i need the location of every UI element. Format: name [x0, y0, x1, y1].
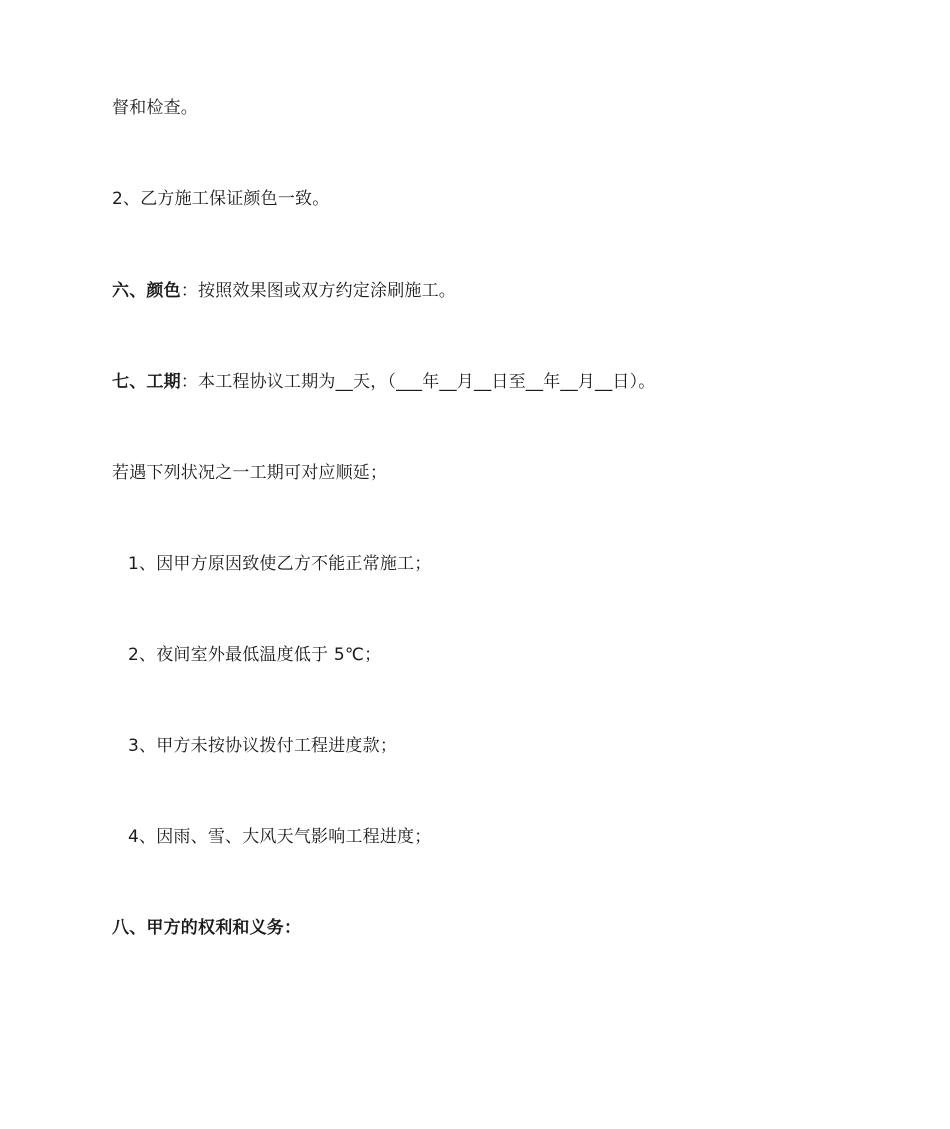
- section-7-schedule: [112, 370, 656, 394]
- extension-item-2: [128, 643, 381, 667]
- paragraph-text: 督和检查。: [112, 98, 198, 118]
- extension-intro: [112, 461, 387, 485]
- paragraph-text: 若遇下列状况之一工期可对应顺延；: [112, 463, 388, 483]
- section-8-heading: [112, 916, 301, 940]
- paragraph-text: ：本工程协议工期为__天，（___年__月__日至__年__月__日）。: [180, 372, 656, 392]
- section-heading: 六、颜色: [112, 281, 181, 301]
- paragraph-continuation: [112, 96, 198, 120]
- paragraph-text: ：按照效果图或双方约定涂刷施工。: [180, 281, 457, 301]
- paragraph-text: 2、乙方施工保证颜色一致。: [112, 189, 330, 209]
- extension-item-1: [128, 552, 431, 576]
- list-item-text: 4、因雨、雪、大风天气影响工程进度；: [128, 827, 432, 847]
- extension-item-4: [128, 825, 431, 849]
- list-item-text: 3、甲方未按协议拨付工程进度款；: [128, 736, 398, 756]
- list-item-text: 2、夜间室外最低温度低于 5℃；: [128, 645, 382, 665]
- section-heading: 八、甲方的权利和义务：: [112, 918, 302, 938]
- section-6-color: [112, 279, 456, 303]
- section-heading: 七、工期: [112, 372, 181, 392]
- extension-item-3: [128, 734, 397, 758]
- list-item-text: 1、因甲方原因致使乙方不能正常施工；: [128, 554, 432, 574]
- clause-5-item-2: [112, 187, 329, 211]
